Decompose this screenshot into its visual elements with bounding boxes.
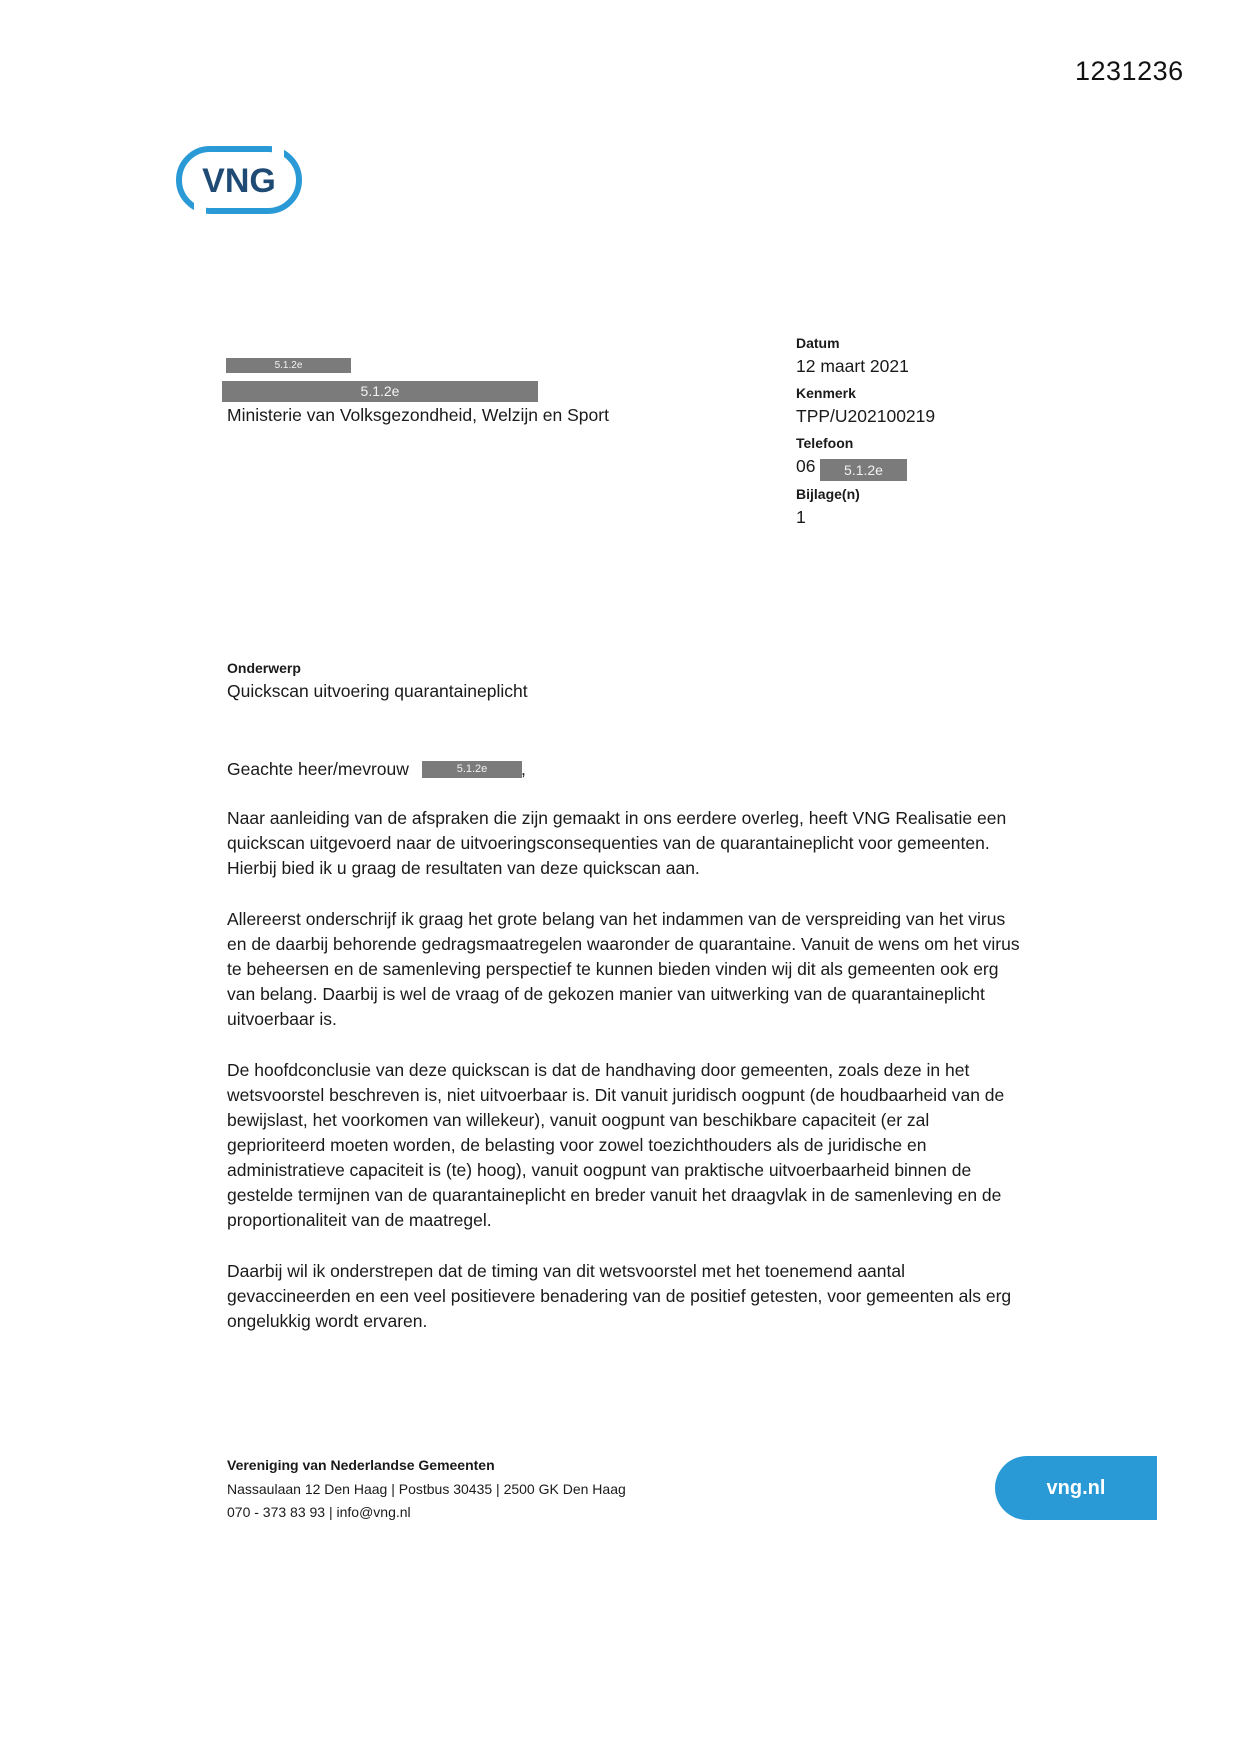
footer-address: Nassaulaan 12 Den Haag | Postbus 30435 | 2500 GK Den Haag xyxy=(227,1481,626,1497)
telefoon-prefix: 06 xyxy=(796,456,816,476)
redaction-block: 5.1.2e xyxy=(222,381,538,402)
bijlage-value: 1 xyxy=(796,507,806,527)
salutation-comma: , xyxy=(521,759,526,779)
footer-contact: 070 - 373 83 93 | info@vng.nl xyxy=(227,1504,411,1520)
redaction-block: 5.1.2e xyxy=(226,358,351,373)
subject-value: Quickscan uitvoering quarantaineplicht xyxy=(227,681,528,701)
redaction-block: 5.1.2e xyxy=(820,459,907,481)
body-paragraph-1: Naar aanleiding van de afspraken die zijn gemaakt in ons eerdere overleg, heeft VNG Realisatie een quickscan uitgevoerd naar de uitvoeringsconsequenties van de quarantaineplicht voor gemeenten. Hierbij bied ik u graag de resultaten van deze quickscan aan. xyxy=(227,808,1007,878)
redaction-block: 5.1.2e xyxy=(422,761,522,778)
body-paragraph-2: Allereerst onderschrijf ik graag het grote belang van het indammen van de verspreiding van het virus en de daarbij behorende gedragsmaatregelen waaronder de quarantaine. Vanuit de wens om het virus te beheersen en de samenleving perspectief te kunnen bieden vinden wij dit als gemeenten ook erg van belang. Daarbij is wel de vraag of de gekozen manier van uitwerking van de quarantaineplicht uitvoerbaar is. xyxy=(227,909,1020,1029)
body-paragraph-3: De hoofdconclusie van deze quickscan is dat de handhaving door gemeenten, zoals deze in het wetsvoorstel beschreven is, niet uitvoerbaar is. Dit vanuit juridisch oogpunt (de houdbaarheid van de bewijslast, het voorkomen van willekeur), vanuit oogpunt van beschikbare capaciteit (er zal geprioriteerd moeten worden, de belasting voor zowel toezichthouders als de juridische en administratieve capaciteit is (te) hoog), vanuit oogpunt van praktische uitvoerbaarheid binnen de gestelde termijnen van de quarantaineplicht en breder vanuit het draagvlak in de samenleving en de proportionaliteit van de maatregel. xyxy=(227,1060,1005,1230)
website-link[interactable]: vng.nl xyxy=(995,1456,1157,1520)
logo-text: VNG xyxy=(202,162,276,200)
kenmerk-label: Kenmerk xyxy=(796,385,856,401)
subject-label: Onderwerp xyxy=(227,660,301,676)
recipient-ministry: Ministerie van Volksgezondheid, Welzijn en Sport xyxy=(227,405,609,425)
telefoon-label: Telefoon xyxy=(796,435,854,451)
footer-organization: Vereniging van Nederlandse Gemeenten xyxy=(227,1457,495,1473)
datum-label: Datum xyxy=(796,335,840,351)
vng-logo-icon xyxy=(176,146,302,214)
body-paragraph-4: Daarbij wil ik onderstrepen dat de timing van dit wetsvoorstel met het toenemend aantal gevaccineerden en een veel positievere benadering van de positief getesten, voor gemeenten als erg ongelukkig wordt ervaren. xyxy=(227,1261,1012,1331)
bijlage-label: Bijlage(n) xyxy=(796,486,860,502)
vng-logo xyxy=(176,146,302,214)
kenmerk-value: TPP/U202100219 xyxy=(796,406,936,426)
document-number: 1231236 xyxy=(1075,56,1184,86)
datum-value: 12 maart 2021 xyxy=(796,356,909,376)
salutation: Geachte heer/mevrouw xyxy=(227,759,409,779)
